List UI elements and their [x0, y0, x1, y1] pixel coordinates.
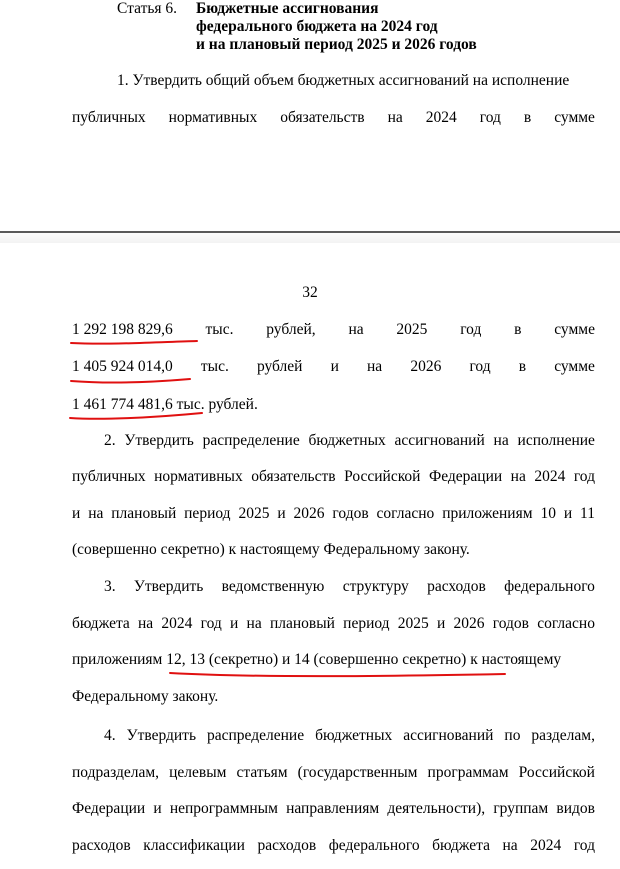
amount-2025: 1 405 924 014,0 [72, 358, 173, 375]
amount-line-3: 1 461 774 481,6 тыс. рублей. [72, 396, 258, 413]
article-title-line-1: Бюджетные ассигнования [196, 0, 379, 17]
article-title-line-3: и на плановый период 2025 и 2026 годов [196, 36, 477, 53]
paragraph-3-line-3: приложениям 12, 13 (секретно) и 14 (совершенно секретно) к настоящему [72, 651, 562, 668]
paragraph-4-line-3: Федерации и непрограммным направлениям деятельности), группам видов [72, 800, 595, 817]
paragraph-4-line-2: подразделам, целевым статьям (государственным программам Российской [72, 764, 595, 781]
underline-secret-appendices [170, 673, 505, 676]
paragraph-3-line-1: 3. Утвердить ведомственную структуру расходов федерального [104, 578, 595, 595]
amount-line-1: 1 292 198 829,6 тыс. рублей, на 2025 год в сумме [72, 321, 595, 338]
underline-amount-2025 [71, 379, 190, 382]
article-label: Статья 6. [117, 0, 178, 17]
amount-2026: 1 461 774 481,6 [72, 396, 173, 413]
paragraph-1-line-1: 1. Утвердить общий объем бюджетных ассигнований на исполнение [117, 72, 570, 89]
paragraph-3-line-2: бюджета на 2024 год и на плановый период 2025 и 2026 годов согласно [72, 615, 595, 632]
article-title-line-2: федерального бюджета на 2024 год [196, 18, 438, 35]
paragraph-2-line-1: 2. Утвердить распределение бюджетных ассигнований на исполнение [104, 432, 595, 449]
paragraph-4-line-4: расходов классификации расходов федерального бюджета на 2024 год [72, 837, 595, 854]
underline-amount-2024 [71, 341, 197, 344]
secret-appendices: 12, 13 (секретно) и 14 (совершенно секретно) [166, 651, 467, 668]
amount-line-2: 1 405 924 014,0 тыс. рублей и на 2026 год в сумме [72, 358, 595, 375]
paragraph-2-line-4: (совершенно секретно) к настоящему Федеральному закону. [72, 541, 470, 558]
amount-2024: 1 292 198 829,6 [72, 321, 173, 338]
paragraph-3-line-4: Федеральному закону. [72, 688, 219, 705]
paragraph-2-line-2: публичных нормативных обязательств Российской Федерации на 2024 год [72, 468, 595, 485]
paragraph-1-line-2: публичных нормативных обязательств на 2024 год в сумме [72, 109, 595, 126]
paragraph-4-line-1: 4. Утвердить распределение бюджетных ассигнований по разделам, [104, 727, 595, 744]
paragraph-2-line-3: и на плановый период 2025 и 2026 годов согласно приложениям 10 и 11 [72, 505, 595, 522]
page-break [0, 231, 620, 243]
page-number: 32 [302, 284, 318, 301]
